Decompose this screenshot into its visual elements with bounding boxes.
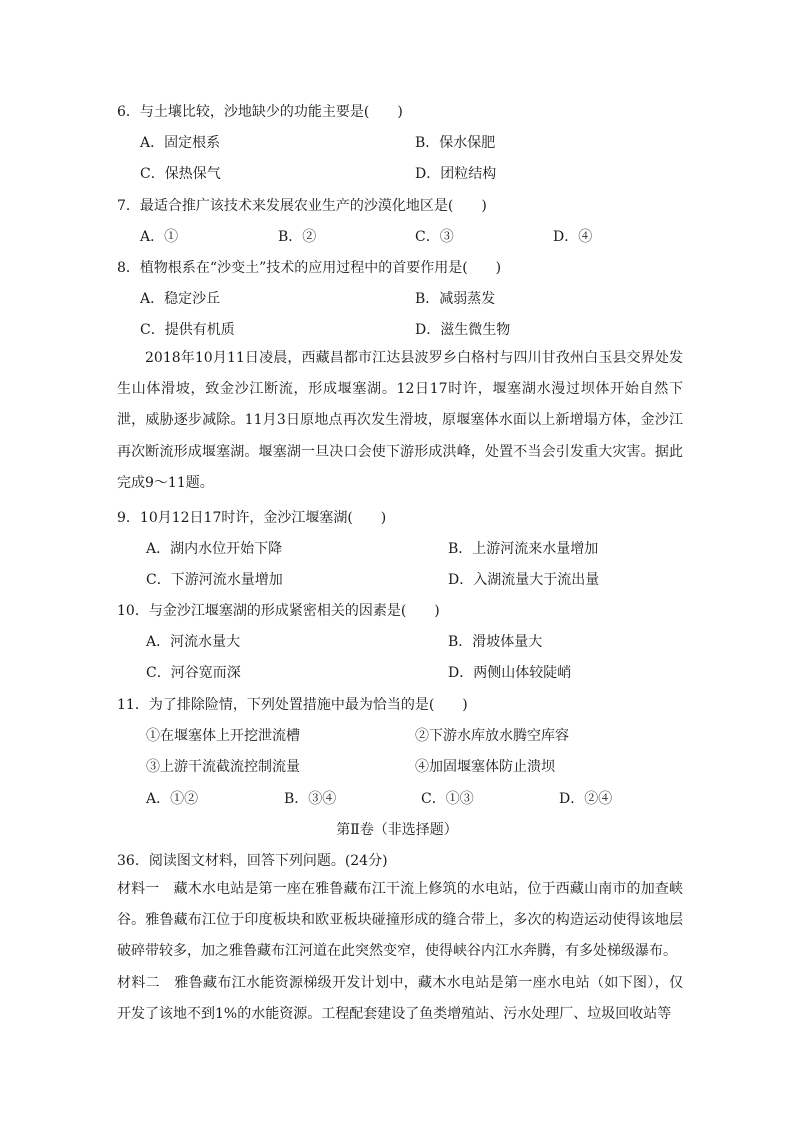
- question-10-option-c: C．河谷宽而深: [146, 665, 241, 681]
- question-11-option-d: D．②④: [559, 791, 613, 807]
- question-7-option-a: A．①: [140, 229, 179, 245]
- passage-block: [117, 343, 683, 499]
- question-11-statement-2: ②下游水库放水腾空库容: [415, 728, 569, 744]
- question-10-option-d: D．两侧山体较陡峭: [448, 665, 572, 681]
- passage-text: 2018年10月11日凌晨，西藏昌都市江达县波罗乡白格村与四川甘孜州白玉县交界处发生山体滑坡，致金沙江断流，形成堰塞湖。12日17时许，堰塞湖水漫过坝体开始自然下泄，威胁逐步减除。11月3日原地点再次发生滑坡，原堰塞体水面以上新增塌方体，金沙江再次断流形成堰塞湖。堰塞湖一旦决口会使下游形成洪峰，处置不当会引发重大灾害。据此完成9～11题。: [117, 350, 683, 491]
- question-36-stem: 36．阅读图文材料，回答下列问题。(24分): [117, 853, 388, 869]
- question-36-materials: [117, 874, 683, 1030]
- question-7-stem: 7．最适合推广该技术来发展农业生产的沙漠化地区是( ): [117, 198, 487, 214]
- question-7-option-c: C．③: [415, 229, 454, 245]
- question-11-statement-4: ④加固堰塞体防止溃坝: [415, 759, 555, 775]
- question-9-option-a: A．湖内水位开始下降: [146, 541, 283, 557]
- question-8-stem: 8．植物根系在“沙变土”技术的应用过程中的首要作用是( ): [117, 260, 502, 276]
- material-2-text: 材料二 雅鲁藏布江水能资源梯级开发计划中，藏木水电站是第一座水电站（如下图），仅开发了该地不到1%的水能资源。工程配套建设了鱼类增殖站、污水处理厂、垃圾回收站等: [117, 974, 683, 1022]
- question-10-option-b: B．滑坡体量大: [448, 634, 543, 650]
- question-11-option-c: C．①③: [421, 791, 474, 807]
- question-11-option-a: A．①②: [146, 791, 199, 807]
- question-10-stem: 10．与金沙江堰塞湖的形成紧密相关的因素是( ): [117, 603, 440, 619]
- question-11-stem: 11．为了排除险情，下列处置措施中最为恰当的是( ): [117, 697, 468, 713]
- question-7-option-d: D．④: [553, 229, 593, 245]
- question-8-option-b: B．减弱蒸发: [415, 291, 496, 307]
- question-9-option-c: C．下游河流水量增加: [146, 572, 283, 588]
- question-9-option-b: B．上游河流来水量增加: [448, 541, 599, 557]
- question-6-stem: 6．与土壤比较，沙地缺少的功能主要是( ): [117, 104, 403, 120]
- question-11-statement-3: ③上游干流截流控制流量: [146, 759, 300, 775]
- question-6-option-d: D．团粒结构: [415, 166, 497, 182]
- material-1-text: 材料一 藏木水电站是第一座在雅鲁藏布江干流上修筑的水电站，位于西藏山南市的加查峡谷。雅鲁藏布江位于印度板块和欧亚板块碰撞形成的缝合带上，多次的构造运动使得该地层破碎带较多，加之雅鲁藏布江河道在此突然变窄，使得峡谷内江水奔腾，有多处梯级瀑布。: [117, 881, 683, 960]
- question-8-option-a: A．稳定沙丘: [140, 291, 221, 307]
- question-6-option-a: A．固定根系: [140, 135, 221, 151]
- question-6-option-c: C．保热保气: [140, 166, 221, 182]
- question-8-option-d: D．滋生微生物: [415, 322, 511, 338]
- question-7-option-b: B．②: [278, 229, 317, 245]
- question-10-option-a: A．河流水量大: [146, 634, 241, 650]
- question-9-option-d: D．入湖流量大于流出量: [448, 572, 600, 588]
- question-8-option-c: C．提供有机质: [140, 322, 235, 338]
- section-2-title: 第Ⅱ卷（非选择题）: [336, 822, 458, 838]
- question-11-statement-1: ①在堰塞体上开挖泄流槽: [146, 728, 300, 744]
- question-9-stem: 9．10月12日17时许，金沙江堰塞湖( ): [117, 510, 387, 526]
- question-11-option-b: B．③④: [284, 791, 337, 807]
- question-6-option-b: B．保水保肥: [415, 135, 496, 151]
